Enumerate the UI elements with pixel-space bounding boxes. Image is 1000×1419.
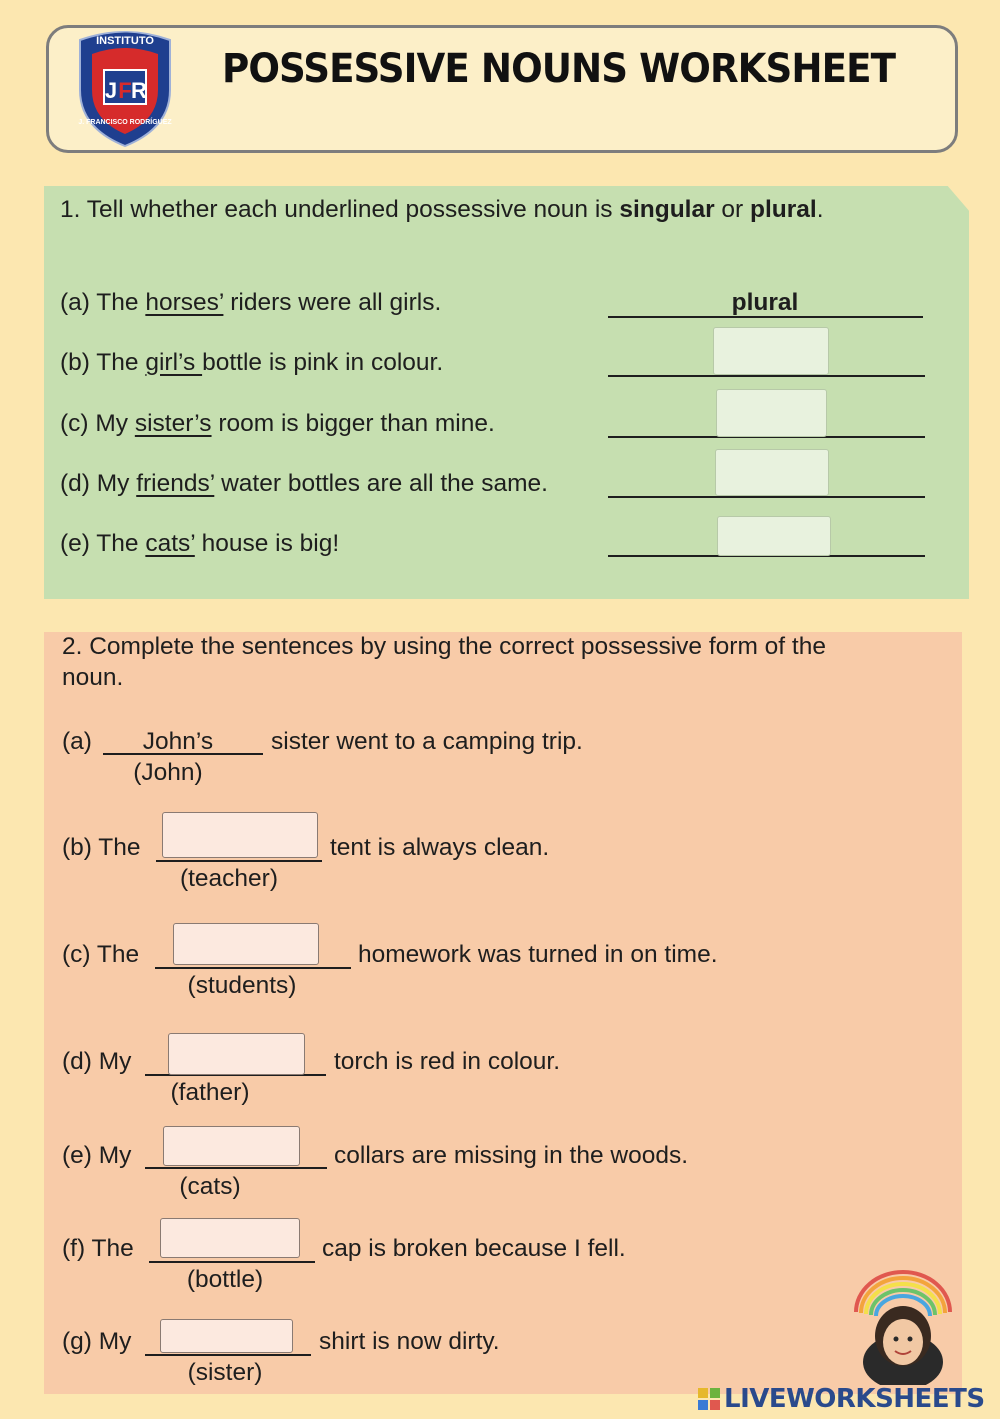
s2-item-d-label: (d) My xyxy=(62,1048,132,1075)
s1-answer-input-d[interactable] xyxy=(715,449,829,496)
logo-initial-r: R xyxy=(131,78,147,103)
s2-item-e-label: (e) My xyxy=(62,1142,132,1169)
section-2-instruction-line1: 2. Complete the sentences by using the correct possessive form of the xyxy=(62,633,826,660)
s2-answer-input-g[interactable] xyxy=(160,1319,293,1353)
s1-answer-input-e[interactable] xyxy=(717,516,831,556)
s2-answer-input-c[interactable] xyxy=(173,923,319,965)
s1-answer-line-b xyxy=(608,375,925,377)
s2-answer-a: John’s xyxy=(142,728,214,755)
s2-answer-line-e xyxy=(145,1167,327,1169)
s2-item-a-text: sister went to a camping trip. xyxy=(271,728,583,755)
s2-hint-b: (teacher) xyxy=(179,865,279,892)
school-logo xyxy=(70,28,180,148)
s2-answer-input-b[interactable] xyxy=(162,812,318,858)
logo-initial-f: F xyxy=(118,78,132,103)
s2-item-c-label: (c) The xyxy=(62,941,140,968)
s2-answer-input-d[interactable] xyxy=(168,1033,305,1075)
logo-arc-top: INSTITUTO xyxy=(96,35,154,47)
s2-item-d-text: torch is red in colour. xyxy=(334,1048,561,1075)
s2-hint-a: (John) xyxy=(133,759,203,786)
s1-item-a: (a) The horses’ riders were all girls. xyxy=(60,289,442,316)
s1-answer-a: plural xyxy=(731,289,799,316)
s2-hint-f: (bottle) xyxy=(186,1266,264,1293)
s2-item-a-label: (a) xyxy=(62,728,92,755)
s2-answer-input-e[interactable] xyxy=(163,1126,300,1166)
s2-answer-line-c xyxy=(155,967,351,969)
section-2-instruction-line2: noun. xyxy=(62,664,124,691)
s2-answer-line-f xyxy=(149,1261,315,1263)
s2-item-f-text: cap is broken because I fell. xyxy=(322,1235,626,1262)
s2-hint-d: (father) xyxy=(170,1079,250,1106)
s2-item-c-text: homework was turned in on time. xyxy=(358,941,718,968)
section-1-instruction: 1. Tell whether each underlined possessive noun is singular or plural. xyxy=(60,196,824,223)
s1-item-d: (d) My friends’ water bottles are all the same. xyxy=(60,470,548,497)
logo-initial-j: J xyxy=(104,78,118,103)
s1-answer-line-d xyxy=(608,496,925,498)
s2-hint-g: (sister) xyxy=(187,1359,263,1386)
logo-arc-bottom: J. FRANCISCO RODRÍGUEZ xyxy=(78,119,172,126)
s2-answer-line-g xyxy=(145,1354,311,1356)
s2-answer-line-b xyxy=(156,860,322,862)
s2-item-g-label: (g) My xyxy=(62,1328,132,1355)
s2-item-f-label: (f) The xyxy=(62,1235,134,1262)
s1-answer-input-b[interactable] xyxy=(713,327,829,375)
s1-item-b: (b) The girl’s bottle is pink in colour. xyxy=(60,349,444,376)
s2-item-b-label: (b) The xyxy=(62,834,141,861)
liveworksheets-brand: LIVEWORKSHEETS xyxy=(724,1384,985,1414)
s2-item-e-text: collars are missing in the woods. xyxy=(334,1142,689,1169)
s2-hint-c: (students) xyxy=(187,972,297,999)
s1-item-e: (e) The cats’ house is big! xyxy=(60,530,340,557)
s2-hint-e: (cats) xyxy=(179,1173,241,1200)
s2-item-b-text: tent is always clean. xyxy=(330,834,550,861)
liveworksheets-logo-icon xyxy=(698,1388,720,1410)
s1-answer-input-c[interactable] xyxy=(716,389,827,437)
s2-item-g-text: shirt is now dirty. xyxy=(319,1328,500,1355)
s2-answer-input-f[interactable] xyxy=(160,1218,300,1258)
teacher-avatar xyxy=(848,1270,958,1385)
page-title: POSSESSIVE NOUNS WORKSHEET xyxy=(222,46,896,92)
s1-item-c: (c) My sister’s room is bigger than mine. xyxy=(60,410,495,437)
